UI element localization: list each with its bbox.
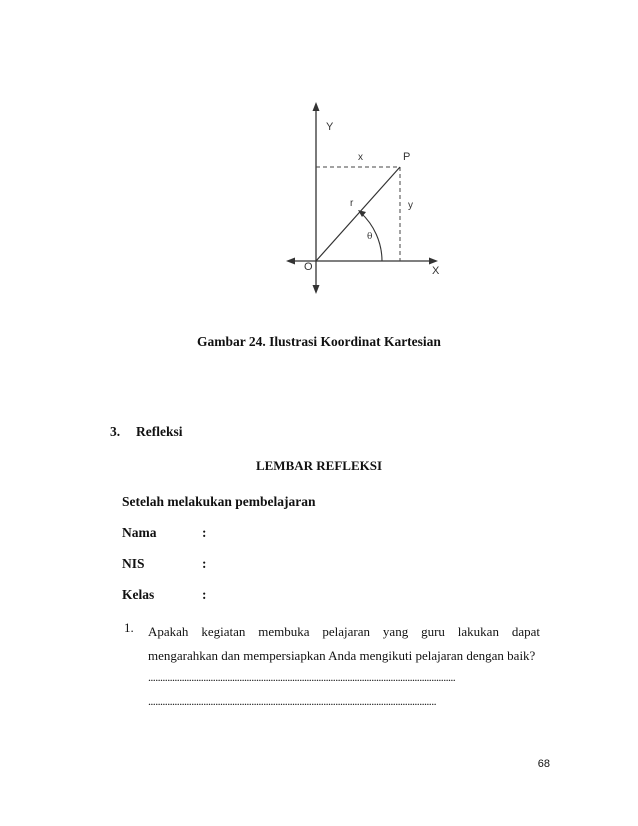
- radius-line: [316, 167, 400, 261]
- question-line-1: Apakah kegiatan membuka pelajaran yang guru lakukan dapat: [148, 624, 540, 639]
- x-axis-arrow-left: [286, 258, 295, 265]
- question-number: 1.: [124, 620, 134, 635]
- field-nis: [122, 556, 207, 572]
- question-text: [148, 620, 540, 668]
- point-p-label: P: [403, 151, 411, 163]
- y-axis-label: Y: [326, 121, 334, 133]
- field-nama: [122, 525, 207, 541]
- answer-line-2: ........................................................................................................................: [148, 694, 437, 708]
- cartesian-diagram: [276, 96, 456, 302]
- x-axis-arrow-right: [429, 258, 438, 265]
- answer-line-1: ................................................................................................................................: [148, 670, 456, 684]
- radius-label: r: [350, 198, 354, 209]
- field-label: Kelas: [122, 587, 155, 602]
- x-segment-label: x: [358, 152, 363, 163]
- field-kelas: [122, 587, 207, 603]
- y-axis-arrow-bottom: [313, 285, 320, 294]
- sheet-intro: Setelah melakukan pembelajaran: [122, 494, 316, 509]
- angle-label: θ: [367, 232, 373, 242]
- page-number: 68: [537, 758, 550, 770]
- cartesian-figure: [276, 96, 456, 302]
- figure-caption: Gambar 24. Ilustrasi Koordinat Kartesian: [197, 334, 441, 349]
- section-number: 3.: [110, 424, 121, 439]
- y-axis-arrow-top: [313, 102, 320, 111]
- field-colon: :: [202, 587, 207, 602]
- field-colon: :: [202, 556, 207, 571]
- field-label: Nama: [122, 525, 157, 540]
- origin-label: O: [304, 261, 313, 273]
- section-heading: [110, 424, 183, 440]
- x-axis-label: X: [432, 265, 440, 277]
- y-segment-label: y: [408, 200, 413, 211]
- section-title: Refleksi: [136, 424, 183, 439]
- field-colon: :: [202, 525, 207, 540]
- sheet-title: LEMBAR REFLEKSI: [255, 458, 383, 473]
- question-line-2: mengarahkan dan mempersiapkan Anda mengikuti pelajaran dengan baik?: [148, 648, 536, 663]
- field-label: NIS: [122, 556, 145, 571]
